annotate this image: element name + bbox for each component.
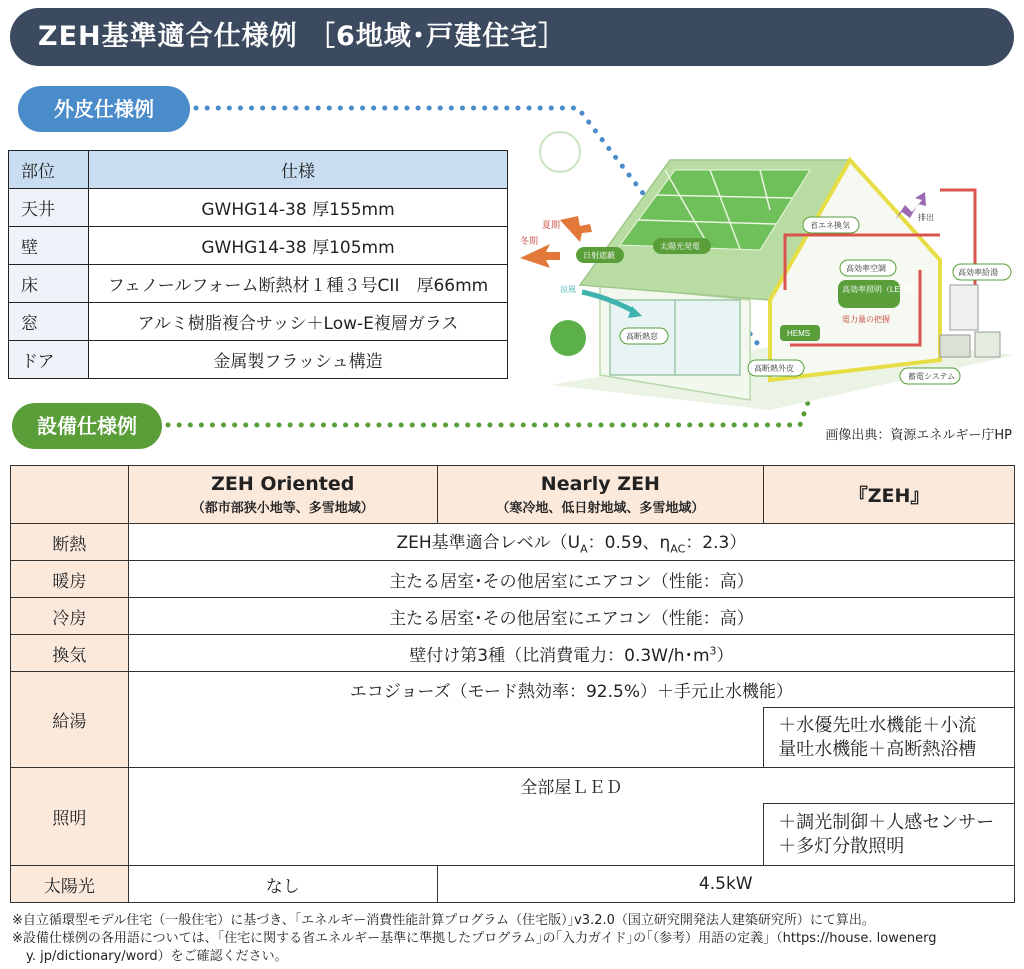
breeze-label: 涼風 <box>560 285 576 294</box>
water-heater-icon <box>950 285 978 330</box>
table-row <box>11 804 1015 866</box>
row-label: 照明 <box>11 768 129 866</box>
table-row <box>9 189 508 227</box>
table-row <box>11 598 1015 635</box>
solar-others-value: 4.5kW <box>437 866 1014 903</box>
column-title: Nearly ZEH <box>540 473 660 495</box>
high-window-label: 高断熱窓 <box>626 332 658 341</box>
vent-label: 省エネ換気 <box>810 221 850 230</box>
heating-value: 主たる居室･その他居室にエアコン（性能：高） <box>128 561 1014 598</box>
storage-battery-icon <box>940 335 970 357</box>
lighting-value: 全部屋ＬＥＤ <box>128 768 1014 804</box>
hot-water-blank <box>128 708 763 768</box>
row-spec: フェノールフォーム断熱材１種３号CII 厚66mm <box>89 265 508 303</box>
column-title: ZEH Oriented <box>211 473 355 495</box>
hot-water-zeh-extra: ＋水優先吐水機能＋小流 量吐水機能＋高断熱浴槽 <box>764 708 1015 768</box>
row-part: 壁 <box>9 227 89 265</box>
column-subtitle: （寒冷地、低日射地域、多雪地域） <box>496 501 705 516</box>
ventilation-value: 壁付け第3種（比消費電力：0.3W/h･$m^3$） <box>128 635 1014 672</box>
table-row <box>11 524 1015 561</box>
sun-icon <box>540 132 580 172</box>
row-part: 床 <box>9 265 89 303</box>
solar-oriented-value: なし <box>128 866 437 903</box>
cooling-value: 主たる居室･その他居室にエアコン（性能：高） <box>128 598 1014 635</box>
column-subtitle: （都市部狭小地等、多雪地域） <box>191 501 374 516</box>
row-part: ドア <box>9 341 89 379</box>
summer-label: 夏期 <box>542 220 561 230</box>
header-nearly-zeh <box>437 466 764 524</box>
zeh-house-illustration <box>520 120 1015 420</box>
footnote: ※設備仕様例の各用語については、｢住宅に関する省エネルギー基準に準拠したプログラム｣の｢入力ガイド｣の｢（参考）用語の定義｣（https://house. lowenerg <box>12 931 937 946</box>
header-zeh <box>764 466 1015 524</box>
sunshade-label: 日射遮蔽 <box>583 251 615 260</box>
row-spec: GWHG14-38 厚105mm <box>89 227 508 265</box>
row-label: 暖房 <box>11 561 129 598</box>
table-header-row <box>11 466 1015 524</box>
table-row <box>11 672 1015 708</box>
water-heater-label: 高効率給湯 <box>958 268 998 277</box>
row-label: 給湯 <box>11 672 129 768</box>
aircon-label: 高効率空調 <box>846 264 886 273</box>
equipment-spec-label: 設備仕様例 <box>12 403 162 449</box>
page-title: ZEH基準適合仕様例 ［6地域･戸建住宅］ <box>10 8 1014 66</box>
hot-water-value: エコジョーズ（モード熱効率：92.5%）＋手元止水機能） <box>128 672 1014 708</box>
table-row <box>11 635 1015 672</box>
table-row <box>11 708 1015 768</box>
summer-arrow-icon <box>560 216 592 242</box>
header-part: 部位 <box>9 151 89 189</box>
table-row <box>9 303 508 341</box>
winter-label: 冬期 <box>520 236 539 246</box>
hems-label: HEMS <box>787 329 811 338</box>
row-spec: アルミ樹脂複合サッシ＋Low-E複層ガラス <box>89 303 508 341</box>
lighting-label: 高効率照明（LED等） <box>842 285 922 294</box>
tree-icon <box>550 320 586 356</box>
table-row <box>11 866 1015 903</box>
header-empty <box>11 466 129 524</box>
power-monitor-label: 電力量の把握 <box>842 315 890 324</box>
row-spec: 金属製フラッシュ構造 <box>89 341 508 379</box>
table-row <box>11 768 1015 804</box>
table-row <box>9 265 508 303</box>
lighting-blank <box>128 804 763 866</box>
table-row <box>9 341 508 379</box>
winter-arrow-icon <box>520 244 560 268</box>
row-label: 換気 <box>11 635 129 672</box>
exhaust-label: 排出 <box>918 213 934 222</box>
high-skin-label: 高断熱外皮 <box>754 364 794 373</box>
table-row <box>11 561 1015 598</box>
column-title: 『ZEH』 <box>848 485 930 507</box>
table-row <box>9 227 508 265</box>
footnotes <box>12 912 1017 966</box>
row-spec: GWHG14-38 厚155mm <box>89 189 508 227</box>
row-part: 窓 <box>9 303 89 341</box>
insulation-value: ZEH基準適合レベル（$U_A$：0.59、$\eta_{AC}$：2.3） <box>128 524 1014 561</box>
lighting-zeh-extra: ＋調光制御＋人感センサー ＋多灯分散照明 <box>764 804 1015 866</box>
header-zeh-oriented <box>128 466 437 524</box>
solar-label: 太陽光発電 <box>660 242 700 251</box>
row-label: 断熱 <box>11 524 129 561</box>
exterior-spec-label: 外皮仕様例 <box>18 86 190 132</box>
image-credit: 画像出典：資源エネルギー庁HP <box>825 428 1012 443</box>
storage-label: 蓄電システム <box>908 372 956 381</box>
row-part: 天井 <box>9 189 89 227</box>
header-spec: 仕様 <box>89 151 508 189</box>
footnote: y. jp/dictionary/word）をご確認ください。 <box>26 949 288 964</box>
row-label: 太陽光 <box>11 866 129 903</box>
footnote: ※自立循環型モデル住宅（一般住宅）に基づき、｢エネルギー消費性能計算プログラム（住宅版）｣v3.2.0（国立研究開発法人建築研究所）にて算出。 <box>12 913 875 928</box>
table-header-row <box>9 151 508 189</box>
equipment-spec-table <box>10 465 1015 903</box>
row-label: 冷房 <box>11 598 129 635</box>
exterior-spec-table <box>8 150 508 379</box>
